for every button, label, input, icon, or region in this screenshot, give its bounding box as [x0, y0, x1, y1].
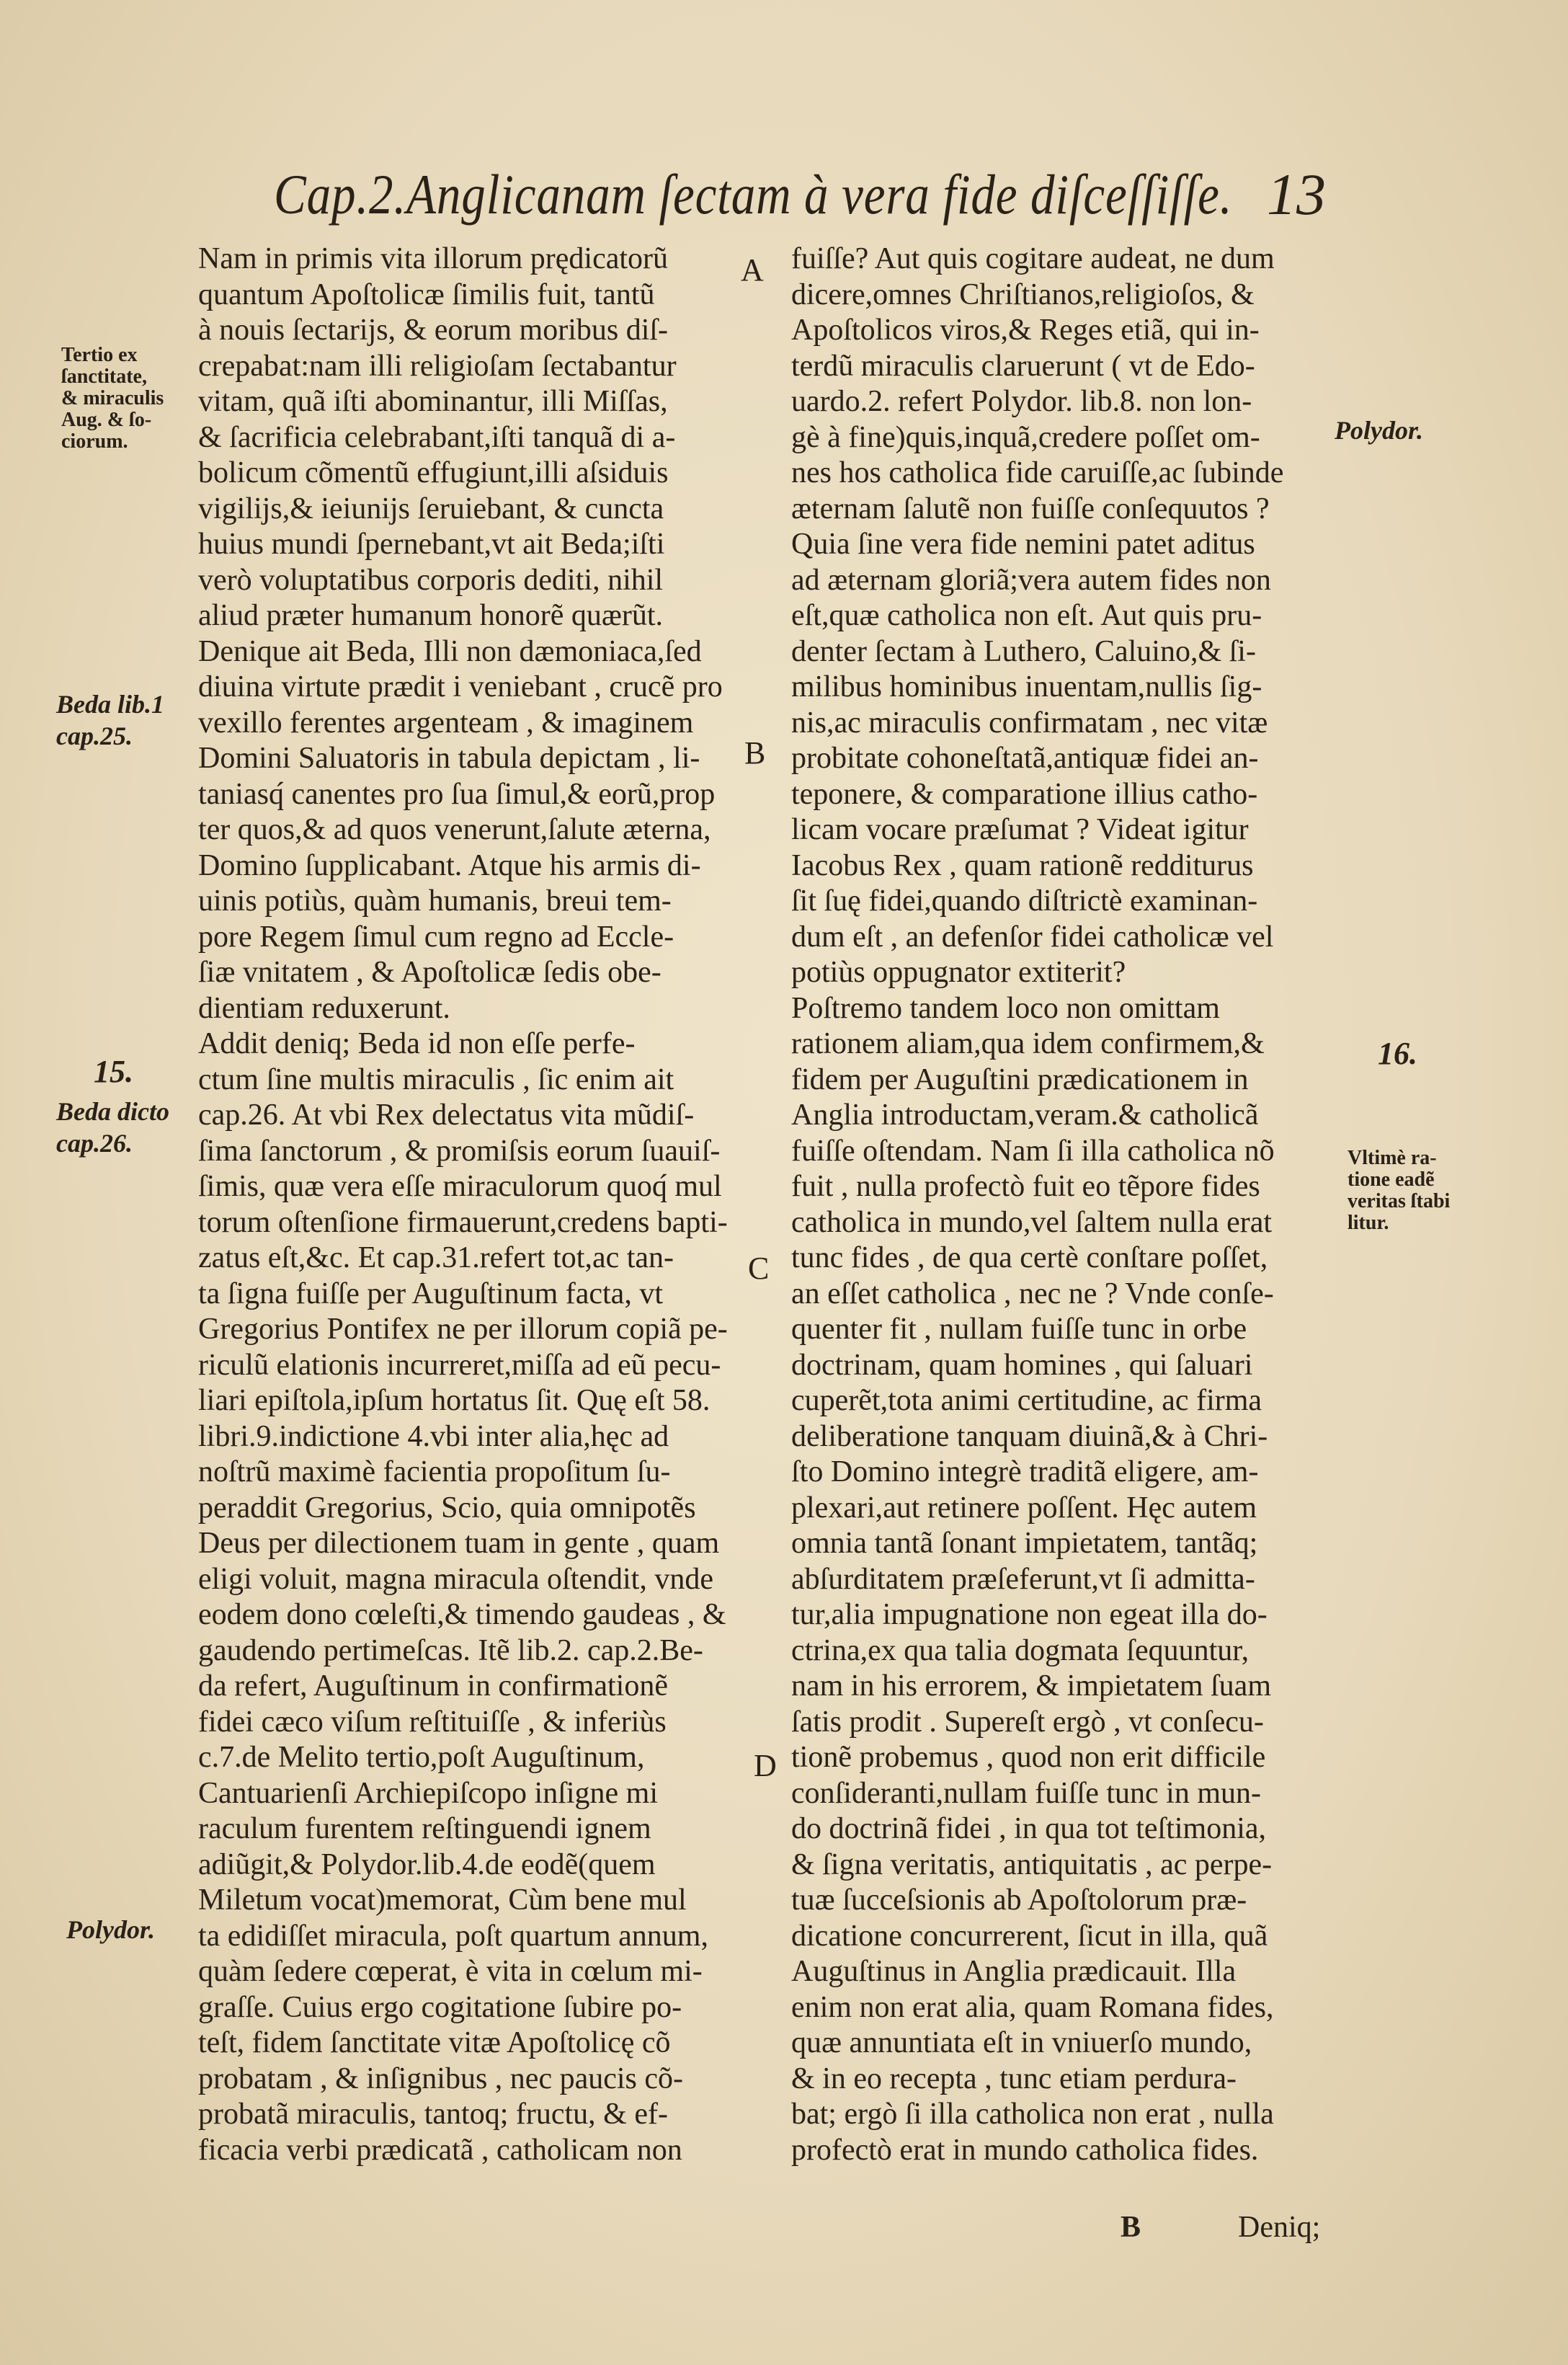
- text-line: & ſigna veritatis, antiquitatis , ac perpe-: [791, 1847, 1273, 1881]
- catchword: Deniq;: [1238, 2211, 1321, 2244]
- margin-note-vltime: [1348, 1148, 1450, 1234]
- text-line: quantum Apoſtolicæ ſimilis fuit, tantũ: [198, 278, 655, 311]
- text-line: riculũ elationis incurreret,miſſa ad eũ pecu-: [198, 1348, 721, 1382]
- text-line: nam in his errorem, & impietatem ſuam: [791, 1669, 1271, 1703]
- text-line: Nam in primis vita illorum prędicatorũ: [198, 242, 669, 275]
- text-line: gè à fine)quis,inquã,credere poſſet om-: [791, 420, 1260, 454]
- text-line: dientiam reduxerunt.: [198, 991, 450, 1025]
- text-line: fuiſſe oſtendam. Nam ſi illa catholica nõ: [791, 1134, 1275, 1168]
- left-text-column: [198, 241, 731, 2168]
- text-line: denter ſectam à Luthero, Caluino,& ſi-: [791, 634, 1256, 668]
- text-line: ſiæ vnitatem , & Apoſtolicæ ſedis obe-: [198, 956, 662, 989]
- text-line: tionẽ probemus , quod non erit difficile: [791, 1741, 1266, 1774]
- text-line: ficacia verbi prædicatã , catholicam non: [198, 2133, 682, 2167]
- text-line: bat; ergò ſi illa catholica non erat , nulla: [791, 2098, 1274, 2131]
- text-line: ſatis prodit . Supereſt ergò , vt conſecu-: [791, 1705, 1264, 1739]
- text-line: Domini Saluatoris in tabula depictam , li-: [198, 742, 700, 775]
- text-line: pore Regem ſimul cum regno ad Eccle-: [198, 920, 674, 954]
- text-line: uinis potiùs, quàm humanis, breui tem-: [198, 884, 672, 918]
- text-line: Miletum vocat)memorat, Cùm bene mul: [198, 1883, 687, 1917]
- margin-section-number-16: 16.: [1378, 1036, 1417, 1071]
- text-line: probitate cohoneſtatã,antiquæ fidei an-: [791, 742, 1259, 775]
- text-line: cuperẽt,tota animi certitudine, ac firma: [791, 1384, 1262, 1417]
- text-line: potiùs oppugnator extiterit?: [791, 956, 1126, 989]
- text-line: Anglia introductam,veram.& catholicã: [791, 1099, 1259, 1132]
- margin-note-line: veritas ſtabi: [1348, 1190, 1451, 1212]
- text-line: vexillo ferentes argenteam , & imaginem: [198, 706, 694, 740]
- text-line: noſtrũ maximè facientia propoſitum ſu-: [198, 1455, 671, 1488]
- section-letter-b: B: [744, 735, 766, 771]
- text-line: doctrinam, quam homines , qui ſaluari: [791, 1348, 1253, 1382]
- text-line: ſit ſuę fidei,quando diſtrictè examinan-: [791, 884, 1258, 918]
- text-line: æternam ſalutẽ non fuiſſe conſequutos ?: [791, 492, 1270, 525]
- text-line: cap.26. At vbi Rex delectatus vita mũdiſ-: [198, 1099, 695, 1132]
- text-line: diuina virtute prædit i veniebant , crucẽ pro: [198, 670, 723, 704]
- text-line: da refert, Auguſtinum in confirmationẽ: [198, 1669, 668, 1703]
- text-line: ta edidiſſet miracula, poſt quartum annum,: [198, 1919, 708, 1953]
- section-letter-a: A: [741, 252, 764, 288]
- text-line: & ſacrificia celebrabant,iſti tanquã di a-: [198, 420, 676, 454]
- signature-mark: B: [1121, 2211, 1141, 2244]
- running-title: Cap.2.Anglicanam ſectam à vera fide diſceſſiſſe.: [274, 163, 1233, 226]
- text-line: eſt,quæ catholica non eſt. Aut quis pru-: [791, 599, 1262, 632]
- text-line: do doctrinã fidei , in qua tot teſtimonia,: [791, 1812, 1267, 1845]
- margin-note-polydor-right: Polydor.: [1335, 416, 1423, 445]
- text-line: liari epiſtola,ipſum hortatus ſit. Quę eſt 58.: [198, 1384, 710, 1417]
- text-line: teſt, fidem ſanctitate vitæ Apoſtolicę cõ: [198, 2026, 671, 2059]
- text-line: Denique ait Beda, Illi non dæmoniaca,ſed: [198, 634, 702, 668]
- text-line: probatam , & inſignibus , nec paucis cõ-: [198, 2062, 684, 2095]
- margin-note-tertio: [61, 345, 164, 453]
- text-line: Apoſtolicos viros,& Reges etiã, qui in-: [791, 314, 1260, 347]
- text-line: Domino ſupplicabant. Atque his armis di-: [198, 848, 701, 882]
- text-line: Auguſtinus in Anglia prædicauit. Illa: [791, 1955, 1237, 1988]
- section-letter-d: D: [754, 1748, 777, 1783]
- margin-section-number-15: 15.: [94, 1054, 133, 1089]
- text-line: bolicum cõmentũ effugiunt,illi aſsiduis: [198, 456, 669, 489]
- text-line: Iacobus Rex , quam rationẽ redditurus: [791, 848, 1254, 882]
- text-line: verò voluptatibus corporis dediti, nihil: [198, 563, 664, 597]
- text-line: Deus per dilectionem tuam in gente , quam: [198, 1527, 720, 1560]
- text-line: tunc fides , de qua certè conſtare poſſet,: [791, 1241, 1268, 1274]
- margin-note-line: Tertio ex: [61, 344, 138, 366]
- text-line: ſto Domino integrè traditã eligere, am-: [791, 1455, 1259, 1488]
- text-line: quàm ſedere cœperat, è vita in cœlum mi-: [198, 1955, 703, 1988]
- margin-note-beda-dicto: [56, 1096, 169, 1159]
- section-letter-c: C: [748, 1251, 770, 1286]
- text-line: fidei cæco viſum reſtituiſſe , & inferiùs: [198, 1705, 667, 1739]
- text-line: torum oſtenſione firmauerunt,credens bapti-: [198, 1205, 728, 1239]
- text-line: vigilijs,& ieiunijs ſeruiebant, & cuncta: [198, 492, 664, 525]
- text-line: nis,ac miraculis confirmatam , nec vitæ: [791, 706, 1268, 740]
- text-line: Quia ſine vera fide nemini patet aditus: [791, 528, 1255, 561]
- text-line: enim non erat alia, quam Romana fides,: [791, 1990, 1274, 2024]
- text-line: deliberatione tanquam diuinã,& à Chri-: [791, 1419, 1268, 1453]
- text-line: conſideranti,nullam fuiſſe tunc in mun-: [791, 1776, 1262, 1810]
- text-line: profectò erat in mundo catholica fides.: [791, 2133, 1259, 2167]
- margin-note-line: ciorum.: [61, 430, 128, 453]
- text-line: tuæ ſucceſsionis ab Apoſtolorum præ-: [791, 1883, 1247, 1917]
- running-header: [274, 162, 1326, 227]
- text-line: zatus eſt,&c. Et cap.31.refert tot,ac tan-: [198, 1241, 674, 1274]
- text-line: dicere,omnes Chriſtianos,religioſos, &: [791, 278, 1255, 311]
- text-line: milibus hominibus inuentam,nullis ſig-: [791, 670, 1262, 704]
- text-line: graſſe. Cuius ergo cogitatione ſubire po-: [198, 1990, 682, 2024]
- margin-note-line: cap.25.: [56, 722, 133, 750]
- text-line: adiũgit,& Polydor.lib.4.de eodẽ(quem: [198, 1847, 656, 1881]
- text-line: quæ annuntiata eſt in vniuerſo mundo,: [791, 2026, 1252, 2059]
- margin-note-line: litur.: [1348, 1212, 1389, 1234]
- margin-note-line: Aug. & ſo-: [61, 409, 152, 431]
- text-line: an eſſet catholica , nec ne ? Vnde conſe-: [791, 1277, 1274, 1310]
- text-line: à nouis ſectarijs, & eorum moribus diſ-: [198, 314, 669, 347]
- text-line: crepabat:nam illi religioſam ſectabantur: [198, 349, 677, 383]
- text-line: ta ſigna fuiſſe per Auguſtinum facta, vt: [198, 1277, 663, 1310]
- text-line: eodem dono cœleſti,& timendo gaudeas , &: [198, 1598, 726, 1631]
- margin-note-line: ſanctitate,: [61, 365, 147, 388]
- margin-note-line: Vltimè ra-: [1348, 1147, 1437, 1169]
- text-line: Cantuarienſi Archiepiſcopo inſigne mi: [198, 1776, 659, 1810]
- text-line: ter quos,& ad quos venerunt,ſalute æterna,: [198, 813, 711, 846]
- text-line: vitam, quã iſti abominantur, illi Miſſas,: [198, 385, 668, 418]
- text-line: licam vocare præſumat ? Videat igitur: [791, 813, 1249, 846]
- text-line: aliud præter humanum honorẽ quærũt.: [198, 599, 664, 632]
- text-line: ſimis, quæ vera eſſe miraculorum quoq́ mul: [198, 1170, 722, 1203]
- text-line: peraddit Gregorius, Scio, quia omnipotẽs: [198, 1491, 696, 1525]
- text-line: c.7.de Melito tertio,poſt Auguſtinum,: [198, 1741, 645, 1774]
- margin-note-line: Beda lib.1: [56, 690, 164, 719]
- margin-note-polydor-left: Polydor.: [66, 1915, 155, 1944]
- text-line: taniasq́ canentes pro ſua ſimul,& eorũ,prop: [198, 777, 716, 811]
- text-line: & in eo recepta , tunc etiam perdura-: [791, 2062, 1237, 2095]
- text-line: dum eſt , an defenſor fidei catholicæ vel: [791, 920, 1274, 954]
- text-line: abſurditatem præſeferunt,vt ſi admitta-: [791, 1562, 1255, 1596]
- text-line: libri.9.indictione 4.vbi inter alia,hęc ad: [198, 1419, 669, 1453]
- text-line: nes hos catholica fide caruiſſe,ac ſubinde: [791, 456, 1284, 489]
- margin-note-line: Beda dicto: [56, 1097, 169, 1126]
- text-line: probatã miraculis, tantoq; fructu, & ef-: [198, 2098, 668, 2131]
- text-line: eligi voluit, magna miracula oſtendit, vnde: [198, 1562, 713, 1596]
- text-line: ad æternam gloriã;vera autem fides non: [791, 563, 1271, 597]
- text-line: omnia tantã ſonant impietatem, tantãq;: [791, 1527, 1258, 1560]
- right-text-column: [791, 241, 1328, 2168]
- text-line: ctrina,ex qua talia dogmata ſequuntur,: [791, 1633, 1250, 1667]
- text-line: uardo.2. refert Polydor. lib.8. non lon-: [791, 385, 1252, 418]
- text-line: Gregorius Pontifex ne per illorum copiã pe-: [198, 1313, 728, 1346]
- margin-note-line: tione eadẽ: [1348, 1168, 1435, 1191]
- margin-note-line: cap.26.: [56, 1129, 133, 1158]
- text-line: teponere, & comparatione illius catho-: [791, 777, 1258, 811]
- text-line: Addit deniq; Beda id non eſſe perfe-: [198, 1027, 636, 1060]
- text-line: fidem per Auguſtini prædicationem in: [791, 1062, 1249, 1096]
- text-line: ſima ſanctorum , & promiſsis eorum ſuauiſ-: [198, 1134, 721, 1168]
- text-line: fuit , nulla profectò fuit eo tẽpore fides: [791, 1170, 1260, 1203]
- text-line: ctum ſine multis miraculis , ſic enim ait: [198, 1062, 674, 1096]
- page-number: 13: [1267, 161, 1326, 227]
- text-line: dicatione concurrerent, ſicut in illa, quã: [791, 1919, 1268, 1953]
- text-line: tur,alia impugnatione non egeat illa do-: [791, 1598, 1268, 1631]
- text-line: Poſtremo tandem loco non omittam: [791, 991, 1220, 1025]
- margin-note-beda-lib: [56, 688, 164, 752]
- text-line: fuiſſe? Aut quis cogitare audeat, ne dum: [791, 242, 1275, 275]
- text-line: plexari,aut retinere poſſent. Hęc autem: [791, 1491, 1257, 1525]
- text-line: raculum furentem reſtinguendi ignem: [198, 1812, 651, 1845]
- text-line: terdũ miraculis claruerunt ( vt de Edo-: [791, 349, 1255, 383]
- text-line: gaudendo pertimeſcas. Itẽ lib.2. cap.2.Be-: [198, 1633, 703, 1667]
- text-line: catholica in mundo,vel ſaltem nulla erat: [791, 1205, 1273, 1239]
- text-line: rationem aliam,qua idem confirmem,&: [791, 1027, 1265, 1060]
- margin-note-line: & miraculis: [61, 387, 164, 409]
- text-line: quenter fit , nullam fuiſſe tunc in orbe: [791, 1313, 1247, 1346]
- text-line: huius mundi ſpernebant,vt ait Beda;iſti: [198, 528, 665, 561]
